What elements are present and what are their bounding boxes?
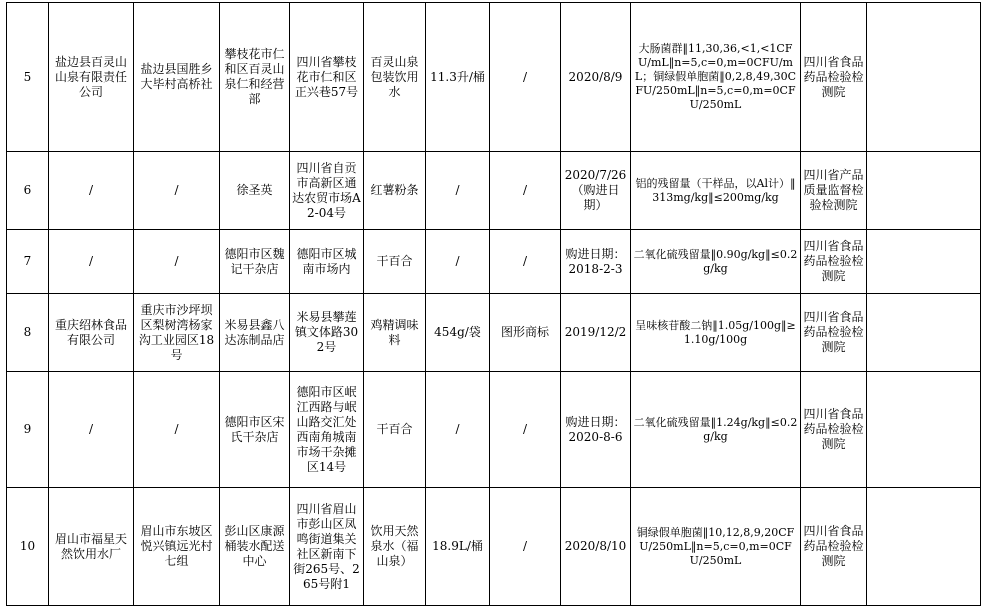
failed-item-cell: 二氧化硫残留量‖0.90g/kg‖≤0.2g/kg: [631, 230, 801, 294]
failed-item-cell: 二氧化硫残留量‖1.24g/kg‖≤0.2g/kg: [631, 372, 801, 488]
note-cell: [867, 488, 981, 606]
sampled-address-cell: 四川省自贡市高新区通达农贸市场A2-04号: [290, 152, 364, 230]
table-row: [7, 294, 981, 372]
producer-cell: /: [49, 152, 134, 230]
sampled-address-cell: 德阳市区岷江西路与岷山路交汇处西南角城南市场干杂摊区14号: [290, 372, 364, 488]
spec-cell: /: [426, 230, 490, 294]
date-cell: 2020/7/26（购进日期）: [561, 152, 631, 230]
failed-item-cell: 铜绿假单胞菌‖10,12,8,9,20CFU/250mL‖n=5,c=0,m=0CFU/250mL: [631, 488, 801, 606]
row-number-cell: 10: [7, 488, 49, 606]
sampled-unit-cell: 德阳市区魏记干杂店: [220, 230, 290, 294]
sampled-unit-cell: 彭山区康源桶装水配送中心: [220, 488, 290, 606]
testing-agency-cell: 四川省食品药品检验检测院: [801, 372, 867, 488]
note-cell: [867, 294, 981, 372]
table-row: [7, 3, 981, 152]
producer-cell: 盐边县百灵山山泉有限责任公司: [49, 3, 134, 152]
producer-address-cell: /: [134, 230, 220, 294]
note-cell: [867, 372, 981, 488]
date-cell: 购进日期：2018-2-3: [561, 230, 631, 294]
date-cell: 2020/8/10: [561, 488, 631, 606]
product-name-cell: 干百合: [364, 230, 426, 294]
brand-cell: /: [490, 152, 561, 230]
producer-cell: 眉山市福星天然饮用水厂: [49, 488, 134, 606]
producer-address-cell: /: [134, 372, 220, 488]
row-number-cell: 9: [7, 372, 49, 488]
testing-agency-cell: 四川省食品药品检验检测院: [801, 294, 867, 372]
sampled-unit-cell: 徐圣英: [220, 152, 290, 230]
brand-cell: /: [490, 230, 561, 294]
producer-address-cell: 盐边县国胜乡大毕村高桥社: [134, 3, 220, 152]
sampled-unit-cell: 攀枝花市仁和区百灵山泉仁和经营部: [220, 3, 290, 152]
producer-address-cell: 眉山市东坡区悦兴镇远光村七组: [134, 488, 220, 606]
spec-cell: 18.9L/桶: [426, 488, 490, 606]
sampled-address-cell: 米易县攀莲镇文体路302号: [290, 294, 364, 372]
brand-cell: /: [490, 3, 561, 152]
row-number-cell: 8: [7, 294, 49, 372]
table-row: [7, 230, 981, 294]
producer-cell: /: [49, 230, 134, 294]
sampled-address-cell: 四川省攀枝花市仁和区正兴巷57号: [290, 3, 364, 152]
note-cell: [867, 152, 981, 230]
row-number-cell: 6: [7, 152, 49, 230]
failed-item-cell: 大肠菌群‖11,30,36,<1,<1CFU/mL‖n=5,c=0,m=0CFU/mL；铜绿假单胞菌‖0,2,8,49,30CFU/250mL‖n=5,c=0,m=0CFU/250mL: [631, 3, 801, 152]
product-name-cell: 百灵山泉包装饮用水: [364, 3, 426, 152]
spec-cell: 454g/袋: [426, 294, 490, 372]
note-cell: [867, 3, 981, 152]
product-name-cell: 鸡精调味料: [364, 294, 426, 372]
table-row: [7, 372, 981, 488]
note-cell: [867, 230, 981, 294]
date-cell: 2019/12/2: [561, 294, 631, 372]
testing-agency-cell: 四川省食品药品检验检测院: [801, 230, 867, 294]
sampled-address-cell: 四川省眉山市彭山区凤鸣街道集关社区新南下街265号、265号附1: [290, 488, 364, 606]
testing-agency-cell: 四川省食品药品检验检测院: [801, 488, 867, 606]
date-cell: 2020/8/9: [561, 3, 631, 152]
testing-agency-cell: 四川省食品药品检验检测院: [801, 3, 867, 152]
row-number-cell: 7: [7, 230, 49, 294]
spec-cell: /: [426, 152, 490, 230]
producer-cell: 重庆绍林食品有限公司: [49, 294, 134, 372]
table-row: [7, 488, 981, 606]
sampled-unit-cell: 德阳市区宋氏干杂店: [220, 372, 290, 488]
product-name-cell: 饮用天然泉水（福山泉）: [364, 488, 426, 606]
spec-cell: /: [426, 372, 490, 488]
sampled-unit-cell: 米易县鑫八达冻制品店: [220, 294, 290, 372]
product-name-cell: 干百合: [364, 372, 426, 488]
failed-item-cell: 呈味核苷酸二钠‖1.05g/100g‖≥1.10g/100g: [631, 294, 801, 372]
producer-address-cell: 重庆市沙坪坝区梨树湾杨家沟工业园区18号: [134, 294, 220, 372]
date-cell: 购进日期：2020-8-6: [561, 372, 631, 488]
brand-cell: /: [490, 372, 561, 488]
row-number-cell: 5: [7, 3, 49, 152]
product-name-cell: 红薯粉条: [364, 152, 426, 230]
brand-cell: 图形商标: [490, 294, 561, 372]
spec-cell: 11.3升/桶: [426, 3, 490, 152]
producer-address-cell: /: [134, 152, 220, 230]
testing-agency-cell: 四川省产品质量监督检验检测院: [801, 152, 867, 230]
table-row: [7, 152, 981, 230]
producer-cell: /: [49, 372, 134, 488]
sampled-address-cell: 德阳市区城南市场内: [290, 230, 364, 294]
failed-item-cell: 铝的残留量（干样品，以Al计）‖313mg/kg‖≤200mg/kg: [631, 152, 801, 230]
brand-cell: /: [490, 488, 561, 606]
sampling-results-table: [6, 2, 981, 606]
